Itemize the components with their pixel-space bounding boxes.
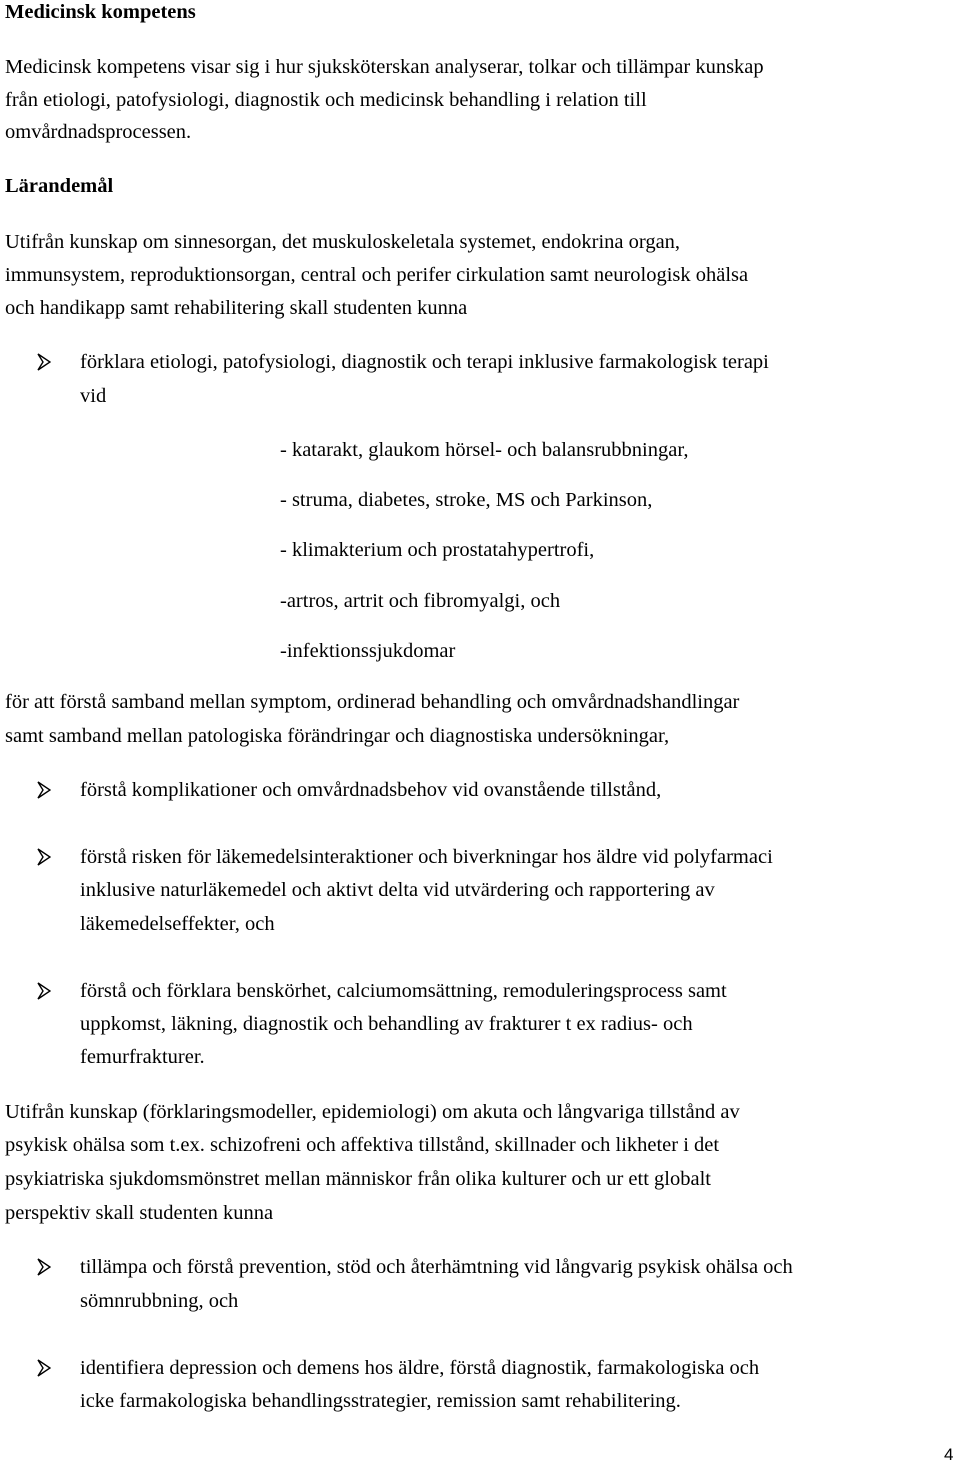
paragraph-line: för att förstå samband mellan symptom, ordinerad behandling och omvårdnadshandlingar	[5, 691, 740, 713]
bullet-line: vid	[80, 385, 107, 407]
page-number: 4	[944, 1445, 954, 1464]
paragraph-line: psykiatriska sjukdomsmönstret mellan människor från olika kulturer och ur ett globalt	[5, 1168, 711, 1190]
bullet-line: sömnrubbning, och	[80, 1290, 239, 1312]
sublist-item: -infektionssjukdomar	[280, 640, 456, 662]
bullet-line: läkemedelseffekter, och	[80, 913, 275, 935]
sublist-item: - klimakterium och prostatahypertrofi,	[280, 539, 595, 561]
bullet-line: inklusive naturläkemedel och aktivt delta vid utvärdering och rapportering av	[80, 879, 715, 901]
paragraph-line: omvårdnadsprocessen.	[5, 121, 192, 143]
arrowhead-bullet-icon	[37, 1258, 51, 1276]
arrowhead-bullet-icon	[37, 781, 51, 799]
arrowhead-bullet-icon	[37, 1359, 51, 1377]
paragraph-line: psykisk ohälsa som t.ex. schizofreni och affektiva tillstånd, skillnader och likheter i det	[5, 1134, 720, 1156]
bullet-line: femurfrakturer.	[80, 1046, 205, 1068]
bullet-line: förstå och förklara benskörhet, calciumomsättning, remoduleringsprocess samt	[80, 980, 727, 1002]
arrowhead-bullet-icon	[37, 353, 51, 371]
paragraph-line: och handikapp samt rehabilitering skall studenten kunna	[5, 297, 468, 319]
bullet-line: förstå komplikationer och omvårdnadsbehov vid ovanstående tillstånd,	[80, 779, 662, 801]
paragraph-line: från etiologi, patofysiologi, diagnostik och medicinsk behandling i relation till	[5, 89, 647, 111]
paragraph-line: immunsystem, reproduktionsorgan, central och perifer cirkulation samt neurologisk ohälsa	[5, 264, 749, 286]
bullet-line: icke farmakologiska behandlingsstrategier, remission samt rehabilitering.	[80, 1390, 681, 1412]
paragraph-line: perspektiv skall studenten kunna	[5, 1202, 274, 1224]
paragraph-line: Utifrån kunskap (förklaringsmodeller, epidemiologi) om akuta och långvariga tillstånd av	[5, 1101, 740, 1123]
paragraph-line: Medicinsk kompetens visar sig i hur sjuksköterskan analyserar, tolkar och tillämpar kunskap	[5, 56, 764, 78]
arrowhead-bullet-icon	[37, 848, 51, 866]
sublist-item: - struma, diabetes, stroke, MS och Parkinson,	[280, 489, 653, 511]
bullet-line: förklara etiologi, patofysiologi, diagnostik och terapi inklusive farmakologisk terapi	[80, 351, 769, 373]
arrowhead-bullet-icon	[37, 982, 51, 1000]
paragraph-line: Utifrån kunskap om sinnesorgan, det muskuloskeletala systemet, endokrina organ,	[5, 231, 681, 253]
bullet-line: uppkomst, läkning, diagnostik och behandling av frakturer t ex radius- och	[80, 1013, 693, 1035]
bullet-line: tillämpa och förstå prevention, stöd och återhämtning vid långvarig psykisk ohälsa och	[80, 1256, 793, 1278]
sublist-item: - katarakt, glaukom hörsel- och balansrubbningar,	[280, 439, 689, 461]
bullet-line: identifiera depression och demens hos äldre, förstå diagnostik, farmakologiska och	[80, 1357, 760, 1379]
bullet-line: förstå risken för läkemedelsinteraktioner och biverkningar hos äldre vid polyfarmaci	[80, 846, 773, 868]
paragraph-line: samt samband mellan patologiska förändringar och diagnostiska undersökningar,	[5, 725, 670, 747]
sublist-item: -artros, artrit och fibromyalgi, och	[280, 590, 561, 612]
section-heading-medicinsk-kompetens: Medicinsk kompetens	[5, 1, 196, 23]
section-heading-larandemal: Lärandemål	[5, 175, 114, 197]
